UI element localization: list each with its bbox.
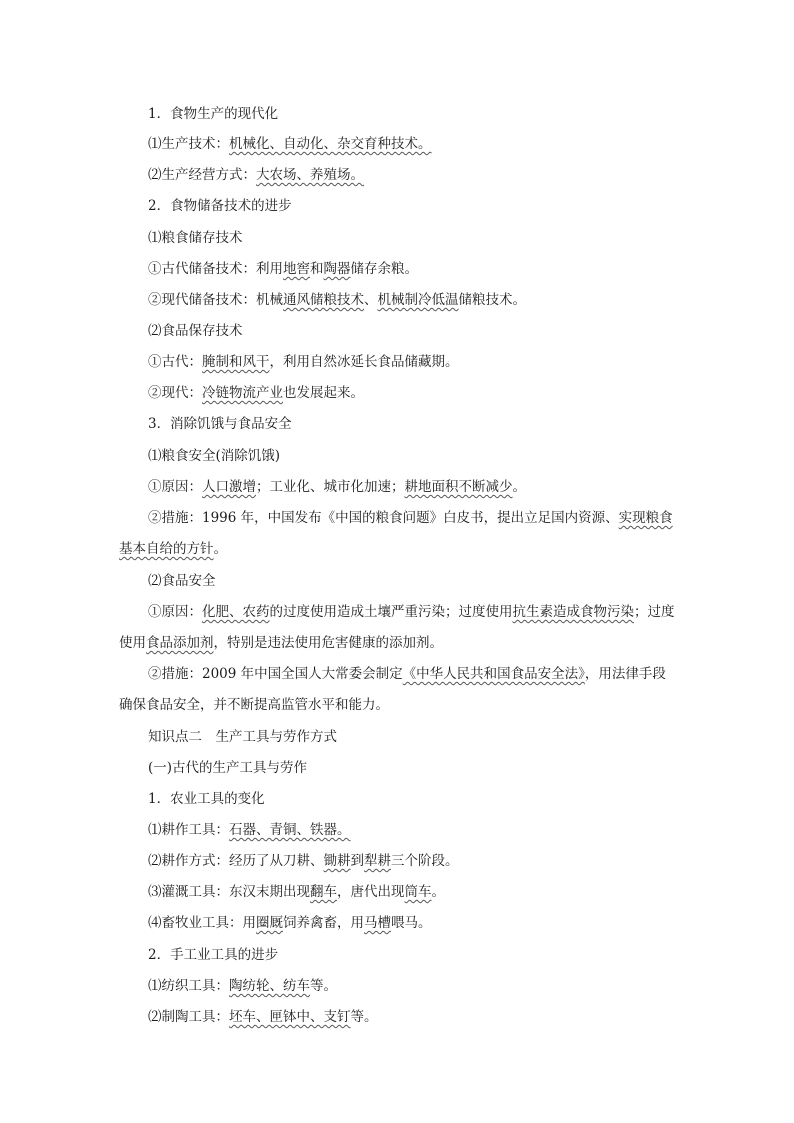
text-segment: 喂马。 [391,915,432,931]
line-modern-preservation [148,383,364,403]
underlined-text: 机械化、自动化、杂交育种技术。 [229,136,432,152]
line-food-preservation [148,321,243,341]
text-segment: 、 [364,292,378,308]
text-segment: ⑵食品保存技术 [148,323,243,339]
text-segment: ；工业化、城市化加速； [256,479,405,495]
text-segment: ⑵食品安全 [148,573,216,589]
text-segment: ①古代储备技术：利用 [148,261,283,277]
text-segment: ②措施：1996 年，中国发布《中国的粮食问题》白皮书，提出立足国内资源、 [148,510,619,526]
text-segment: ，用法律手段确保食品安全，并不断提高监管水平和能力。 [119,666,666,713]
line-production-tech [148,134,432,154]
paragraph-grain-measures [119,503,679,565]
text-segment: ②措施：2009 年中国全国人大常委会制定 [148,666,403,682]
line-farming-methods [148,851,459,871]
text-segment: 到 [350,853,364,869]
line-production-management [148,165,364,185]
text-segment: ⑴粮食安全(消除饥饿) [148,448,281,464]
text-segment: ，唐代出现 [337,884,405,900]
text-segment: 1．食物生产的现代化 [148,106,279,122]
heading-storage-tech [148,196,292,216]
line-ancient-storage [148,259,418,279]
text-segment: ①古代： [148,354,202,370]
line-ancient-preservation [148,352,459,372]
underlined-text: 冷链物流产业 [202,385,283,401]
text-segment: 2．食物储备技术的进步 [148,198,292,214]
text-segment: 等。 [350,1009,378,1025]
text-segment: ②现代储备技术：机械 [148,292,283,308]
text-segment: 。 [213,541,227,557]
underlined-text: 陶纺轮、纺车 [229,978,310,994]
underlined-text: 实现粮食基本自给的方针 [119,510,673,557]
text-segment: ；过度使用 [119,604,675,651]
text-segment: 饲养禽畜，用 [283,915,364,931]
line-livestock-tools [148,913,432,933]
text-segment: ⑶灌溉工具：东汉末期出现 [148,884,310,900]
heading-handicraft-tools [148,945,278,965]
paragraph-food-safety-causes [119,597,679,659]
underlined-text: 食品添加剂 [146,635,214,651]
underlined-text: 腌制和风干 [202,354,270,370]
underlined-text: 坯车、匣钵中、支钉 [229,1009,351,1025]
text-segment: ，利用自然冰延长食品储藏期。 [269,354,459,370]
underlined-text: 翻车 [310,884,337,900]
heading-knowledge-point-two [148,727,337,747]
underlined-text: 人口激增 [202,479,256,495]
text-segment: ⑴耕作工具： [148,822,229,838]
line-grain-causes [148,477,526,497]
text-segment: ⑴纺织工具： [148,978,229,994]
text-segment: 1．农业工具的变化 [148,791,265,807]
underlined-text: 《中华人民共和国食品安全法》 [402,666,585,682]
text-segment: ①原因： [148,604,202,620]
paragraph-food-safety-measures [119,659,679,721]
text-segment: 和 [310,261,324,277]
text-segment: 也发展起来。 [283,385,364,401]
underlined-text: 抗生素造成食物污染 [512,604,634,620]
text-segment: ⑴生产技术： [148,136,229,152]
heading-ancient-tools [148,758,307,778]
text-segment: 。 [512,479,526,495]
underlined-text: 耕地面积不断减少 [404,479,513,495]
text-segment: ②现代： [148,385,202,401]
heading-food-production [148,104,278,124]
underlined-text: 马槽 [364,915,391,931]
underlined-text: 筒车 [404,884,432,900]
underlined-text: 犁耕 [364,853,391,869]
underlined-text: 通风储粮技术 [283,292,364,308]
line-grain-security [148,446,280,466]
underlined-text: 地窖 [283,261,310,277]
underlined-text: 石器、青铜、铁器。 [229,822,351,838]
line-textile-tools [148,976,337,996]
text-segment: ①原因： [148,479,202,495]
text-segment: ⑴粮食储存技术 [148,230,243,246]
text-segment: ⑵生产经营方式： [148,167,256,183]
line-food-safety [148,571,216,591]
line-pottery-tools [148,1007,378,1027]
underlined-text: 大农场、养殖场。 [256,167,364,183]
underlined-text: 机械制冷低温 [377,292,459,308]
text-segment: 知识点二 生产工具与劳作方式 [148,729,337,745]
heading-hunger-food-safety [148,414,292,434]
text-segment: 的过度使用造成土壤严重污染；过度使用 [269,604,513,620]
text-segment: 2．手工业工具的进步 [148,947,279,963]
heading-agri-tools [148,789,265,809]
text-segment: ，特别是违法使用危害健康的添加剂。 [213,635,443,651]
underlined-text: 锄耕 [323,853,351,869]
underlined-text: 圈厩 [256,915,283,931]
underlined-text: 化肥、农药 [202,604,270,620]
underlined-text: 陶器 [323,261,351,277]
text-segment: 三个阶段。 [391,853,459,869]
line-modern-storage [148,290,526,310]
text-segment: 等。 [310,978,337,994]
text-segment: 。 [431,884,445,900]
text-segment: ⑷畜牧业工具：用 [148,915,256,931]
text-segment: ⑵耕作方式：经历了从刀耕、 [148,853,324,869]
text-segment: 储存余粮。 [350,261,418,277]
line-grain-storage [148,228,243,248]
line-farming-tools [148,820,351,840]
text-segment: (一)古代的生产工具与劳作 [148,760,308,776]
text-segment: ⑵制陶工具： [148,1009,229,1025]
text-segment: 3．消除饥饿与食品安全 [148,416,292,432]
line-irrigation-tools [148,882,445,902]
text-segment: 储粮技术。 [458,292,526,308]
